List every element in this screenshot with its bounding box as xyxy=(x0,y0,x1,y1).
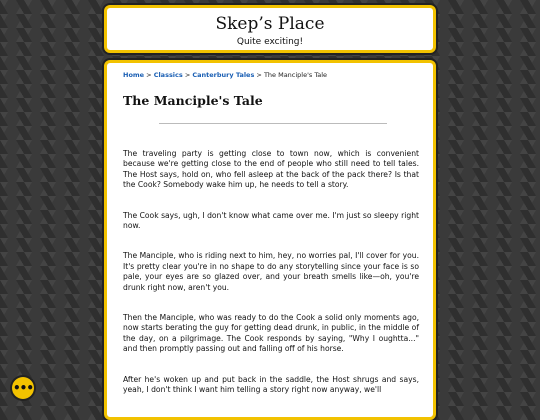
site-tagline: Quite exciting! xyxy=(236,37,304,47)
breadcrumb xyxy=(123,71,327,79)
story-paragraph: After he's woken up and put back in the saddle, the Host shrugs and says, yeah, I don't think I want him telling a story right now anyway, we'll xyxy=(123,374,419,395)
title-divider xyxy=(159,123,387,124)
breadcrumb-canterbury-link[interactable]: Canterbury Tales xyxy=(192,71,255,79)
story-paragraph: The Cook says, ugh, I don't know what came over me. I'm just so sleepy right now. xyxy=(123,210,419,231)
story-paragraph: The Manciple, who is riding next to him, hey, no worries pal, I'll cover for you. It's pretty clear you're in no shape to do any storytelling since your face is so pale, your eyes are so glazed over, and your breath smells like—oh, you're drunk right now, aren't you. xyxy=(123,251,419,292)
breadcrumb-classics-link[interactable]: Classics xyxy=(153,71,183,79)
content-panel xyxy=(104,60,436,420)
site-header xyxy=(104,5,436,53)
story-paragraph: Then the Manciple, who was ready to do the Cook a solid only moments ago, now starts berating the guy for getting dead drunk, in public, in the middle of the day, on a pilgrimage. The Cook responds by saying, "Why I oughtta..." and then promptly passing out and falling off of his horse. xyxy=(123,313,419,354)
breadcrumb-current: The Manciple's Tale xyxy=(263,71,328,79)
story-body xyxy=(123,149,419,416)
more-dots-icon: ••• xyxy=(12,381,33,395)
story-paragraph: The traveling party is getting close to town now, which is convenient because we're getting close to the end of people who still need to tell tales. The Host says, hold on, who fell asleep at the back of the pack there? Is that the Cook? Somebody wake him up, he needs to tell a story. xyxy=(123,149,419,190)
page-title: The Manciple's Tale xyxy=(123,93,263,108)
breadcrumb-separator: > xyxy=(182,71,193,79)
breadcrumb-separator: > xyxy=(254,71,264,79)
site-title[interactable]: Skep’s Place xyxy=(215,14,325,34)
breadcrumb-home-link[interactable]: Home xyxy=(123,71,145,79)
breadcrumb-separator: > xyxy=(144,71,154,79)
menu-button[interactable] xyxy=(12,377,34,399)
